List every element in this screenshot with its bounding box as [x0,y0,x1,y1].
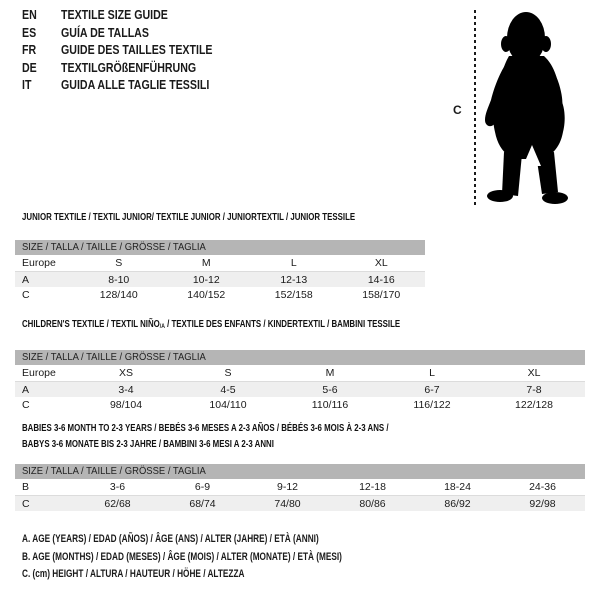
language-title: GUIDA ALLE TAGLIE TESSILI [61,78,210,93]
age-cell: 18-24 [444,481,471,493]
size-cell: S [224,367,232,380]
table-row-age-months [15,479,585,495]
size-cell: M [325,367,335,380]
language-row-fr [22,42,240,60]
size-cell: XS [118,367,133,380]
size-cell: M [201,257,211,269]
age-cell: 8-10 [108,274,130,286]
language-title: GUÍA DE TALLAS [61,25,150,40]
gender-subscript: /A [159,323,165,331]
legend-footnotes [22,531,449,584]
height-cell: 92/98 [529,498,556,510]
height-cell: 152/158 [274,289,313,301]
age-cell: 14-16 [367,274,395,286]
language-title: TEXTILE SIZE GUIDE [61,8,169,22]
row-label: Europe [22,257,56,269]
language-code: EN [22,8,37,22]
size-header-bar: SIZE / TALLA / TAILLE / GRÖSSE / TAGLIA [15,464,585,479]
height-cell: 62/68 [104,498,131,510]
age-cell: 9-12 [276,481,298,493]
row-label: C [22,498,30,510]
size-cell: XL [374,257,388,269]
language-code: IT [22,78,32,93]
height-cell: 74/80 [274,498,301,510]
row-label: Europe [22,367,56,380]
size-cell: S [115,257,123,269]
age-cell: 10-12 [192,274,220,286]
children-size-table [15,316,585,413]
height-cell: 110/116 [311,399,349,412]
language-row-de [22,60,240,78]
height-measure-label: C [453,103,462,117]
age-cell: 12-13 [280,274,308,286]
table-row-height [15,397,585,413]
children-table-title: CHILDREN'S TEXTILE / TEXTIL NIÑO/A / TEXTILE DES ENFANTS / KINDERTEXTIL / BAMBINI TESSILE [22,318,401,331]
row-label: A [22,274,30,286]
language-title: TEXTILGRÖßENFÜHRUNG [61,60,197,75]
language-row-it [22,77,240,95]
age-cell: 7-8 [526,384,542,397]
footnote-age-months: B. AGE (MONTHS) / EDAD (MESES) / ÂGE (MOIS) / ALTER (MONATE) / ETÀ (MESI) [22,550,342,563]
table-row-height [15,287,425,303]
height-measure-line [474,10,476,207]
size-cell: L [429,367,435,380]
row-label: C [22,399,30,412]
size-cell: XL [527,367,541,380]
row-label: A [22,384,30,397]
height-cell: 104/110 [209,399,247,412]
footnote-height-cm: C. (cm) HEIGHT / ALTURA / HAUTEUR / HÖHE / ALTEZZA [22,568,245,581]
language-code: ES [22,25,37,40]
age-cell: 6-7 [424,384,440,397]
age-cell: 6-9 [194,481,211,493]
babies-size-table [15,420,585,511]
language-row-es [22,25,240,43]
language-title: GUIDE DES TAILLES TEXTILE [61,43,214,58]
table-row-europe [15,365,585,381]
table-row-age [15,381,585,397]
language-code: DE [22,60,37,75]
table-row-age [15,271,425,287]
row-label: C [22,289,30,301]
age-cell: 5-6 [322,384,338,397]
size-header-bar: SIZE / TALLA / TAILLE / GRÖSSE / TAGLIA [15,240,425,255]
language-row-en [22,7,240,25]
row-label: B [22,481,30,493]
height-cell: 122/128 [515,399,553,412]
babies-table-title: BABIES 3-6 MONTH TO 2-3 YEARS / BEBÉS 3-6 MESES A 2-3 AÑOS / BÉBÉS 3-6 MOIS À 2-3 ANS / BABYS 3-6 MONATE BIS 2-3 JAHRE / BAMBINI 3-6 MESI A 2-3 ANNI [22,422,389,450]
height-cell: 128/140 [99,289,138,301]
footnote-age-years: A. AGE (YEARS) / EDAD (AÑOS) / ÂGE (ANS) / ALTER (JAHRE) / ETÀ (ANNI) [22,533,319,545]
size-header-bar: SIZE / TALLA / TAILLE / GRÖSSE / TAGLIA [15,350,585,365]
height-cell: 158/170 [362,289,401,301]
table-row-height [15,495,585,511]
height-cell: 86/92 [444,498,471,510]
age-cell: 3-4 [118,384,134,397]
junior-table-title: JUNIOR TEXTILE / TEXTIL JUNIOR/ TEXTILE JUNIOR / JUNIORTEXTIL / JUNIOR TESSILE [22,211,356,223]
height-cell: 80/86 [359,498,386,510]
age-cell: 12-18 [359,481,386,493]
toddler-silhouette-image [478,8,590,208]
language-code: FR [22,43,37,58]
height-cell: 68/74 [189,498,216,510]
age-cell: 24-36 [529,481,556,493]
height-cell: 98/104 [109,399,143,412]
height-cell: 116/122 [413,399,451,412]
age-cell: 4-5 [220,384,236,397]
language-list [22,7,240,95]
table-row-europe [15,255,425,271]
age-cell: 3-6 [109,481,126,493]
height-cell: 140/152 [187,289,226,301]
junior-size-table [15,209,425,303]
size-cell: L [290,257,297,269]
